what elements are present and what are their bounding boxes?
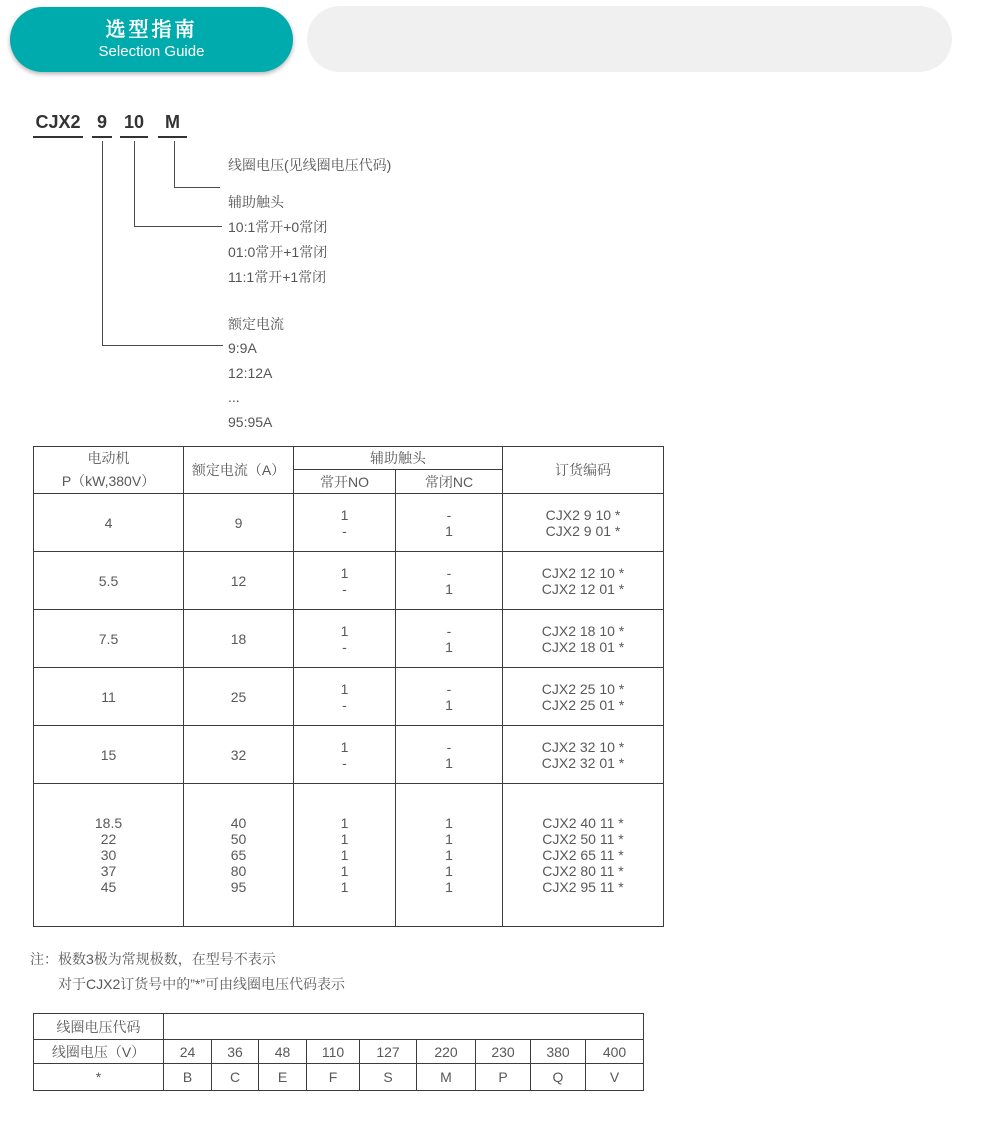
rated-current-cell: 9 — [184, 494, 294, 552]
no-value: 1 — [340, 506, 349, 523]
voltage-value: 24 — [164, 1040, 212, 1064]
rated-current-cell — [184, 784, 294, 927]
voltage-value: 48 — [259, 1040, 307, 1064]
no-value: 1 — [340, 815, 349, 831]
no-cell — [294, 784, 396, 927]
rated-current: 65 — [230, 847, 247, 863]
header-motor-line2: P（kW,380V） — [61, 473, 156, 489]
note-line-2: 对于CJX2订货号中的”*”可由线圈电压代码表示 — [58, 976, 346, 992]
nc-cell — [396, 668, 503, 726]
no-value: - — [342, 754, 347, 771]
nc-value: - — [446, 738, 452, 755]
aux-contact-title: 辅助触头 — [228, 194, 284, 210]
no-value: - — [342, 522, 347, 539]
table-row-group-25a — [34, 668, 664, 726]
model-code-part-cjx2: CJX2 — [33, 112, 83, 138]
current-option-12: 12:12A — [228, 365, 273, 381]
code-value: F — [307, 1064, 360, 1091]
nc-value: - — [446, 680, 452, 697]
no-cell — [294, 726, 396, 784]
order-code-cell — [503, 610, 664, 668]
rated-current-cell: 12 — [184, 552, 294, 610]
model-code-part-current: 9 — [92, 112, 112, 138]
table-row-group-18a — [34, 610, 664, 668]
order-code: CJX2 80 11 * — [542, 863, 624, 879]
nc-value: 1 — [445, 831, 453, 847]
no-value: 1 — [340, 680, 349, 697]
connector-line-current — [102, 141, 223, 346]
order-code-cell — [503, 784, 664, 927]
code-value: P — [476, 1064, 531, 1091]
rated-current: 40 — [230, 815, 247, 831]
header-order-code: 订货编码 — [503, 447, 664, 494]
nc-cell — [396, 494, 503, 552]
code-value: E — [259, 1064, 307, 1091]
no-cell — [294, 494, 396, 552]
code-value: Q — [531, 1064, 586, 1091]
no-value: 1 — [340, 847, 349, 863]
order-code: CJX2 50 11 * — [542, 831, 624, 847]
header-background-bar — [307, 6, 952, 72]
order-code: CJX2 32 01 * — [541, 754, 625, 771]
rated-current-cell: 25 — [184, 668, 294, 726]
code-value: B — [164, 1064, 212, 1091]
no-value: 1 — [340, 622, 349, 639]
code-value: S — [360, 1064, 417, 1091]
order-code: CJX2 9 01 * — [545, 522, 621, 539]
notes — [30, 947, 345, 997]
nc-value: - — [446, 564, 452, 581]
no-value: - — [342, 638, 347, 655]
order-code: CJX2 12 01 * — [541, 580, 625, 597]
header-rated-current: 额定电流（A） — [184, 447, 294, 494]
section-header-pill — [10, 7, 293, 72]
nc-cell — [396, 726, 503, 784]
header-motor — [34, 447, 184, 494]
table-row-group-12a — [34, 552, 664, 610]
order-code-cell — [503, 494, 664, 552]
table-row-group-40-95a — [34, 784, 664, 927]
coil-voltage-table — [33, 1013, 644, 1091]
voltage-table-title-spacer — [164, 1014, 644, 1040]
table-row-group-9a — [34, 494, 664, 552]
nc-cell — [396, 552, 503, 610]
order-code: CJX2 25 10 * — [541, 680, 625, 697]
no-value: - — [342, 580, 347, 597]
rated-current: 80 — [230, 863, 247, 879]
order-code: CJX2 40 11 * — [542, 815, 624, 831]
voltage-value: 127 — [360, 1040, 417, 1064]
no-value: - — [342, 696, 347, 713]
order-code: CJX2 12 10 * — [541, 564, 625, 581]
header-motor-line1: 电动机 — [87, 450, 130, 466]
voltage-value: 110 — [307, 1040, 360, 1064]
order-code-cell — [503, 552, 664, 610]
header-aux-contacts: 辅助触头 — [294, 447, 503, 470]
code-value: C — [212, 1064, 259, 1091]
motor-power: 18.5 — [94, 815, 123, 831]
nc-cell — [396, 610, 503, 668]
motor-power-cell: 4 — [34, 494, 184, 552]
header-no: 常开NO — [294, 470, 396, 494]
aux-option-10: 10:1常开+0常闭 — [228, 219, 328, 235]
nc-value: 1 — [445, 522, 453, 539]
no-value: 1 — [340, 863, 349, 879]
selection-table — [33, 446, 664, 927]
nc-value: 1 — [445, 696, 453, 713]
note-line-1: 注：极数3极为常规极数，在型号不表示 — [30, 951, 276, 967]
voltage-value: 36 — [212, 1040, 259, 1064]
model-code-part-aux: 10 — [120, 112, 148, 138]
nc-value: 1 — [445, 638, 453, 655]
no-cell — [294, 610, 396, 668]
no-value: 1 — [340, 564, 349, 581]
voltage-value: 380 — [531, 1040, 586, 1064]
aux-option-11: 11:1常开+1常闭 — [228, 269, 327, 285]
rated-current: 95 — [230, 879, 247, 895]
order-code: CJX2 25 01 * — [541, 696, 625, 713]
no-value: 1 — [340, 738, 349, 755]
motor-power: 45 — [100, 879, 117, 895]
motor-power: 22 — [100, 831, 117, 847]
coil-voltage-label: 线圈电压(见线圈电压代码) — [228, 157, 392, 173]
order-code-cell — [503, 668, 664, 726]
code-value: M — [417, 1064, 476, 1091]
aux-option-01: 01:0常开+1常闭 — [228, 244, 328, 260]
voltage-value: 400 — [586, 1040, 644, 1064]
motor-power-cell: 15 — [34, 726, 184, 784]
code-row-label: * — [34, 1064, 164, 1091]
code-value: V — [586, 1064, 644, 1091]
model-code-part-voltage: M — [158, 112, 187, 138]
nc-value: 1 — [445, 879, 453, 895]
order-code: CJX2 65 11 * — [542, 847, 624, 863]
nc-value: 1 — [445, 815, 453, 831]
motor-power-cell: 11 — [34, 668, 184, 726]
nc-value: - — [446, 622, 452, 639]
no-cell — [294, 552, 396, 610]
order-code: CJX2 18 01 * — [541, 638, 625, 655]
section-title-en: Selection Guide — [98, 43, 205, 60]
voltage-value: 230 — [476, 1040, 531, 1064]
nc-value: 1 — [445, 580, 453, 597]
voltage-row-label: 线圈电压（V） — [34, 1040, 164, 1064]
no-value: 1 — [340, 879, 349, 895]
order-code: CJX2 18 10 * — [541, 622, 625, 639]
nc-value: 1 — [445, 754, 453, 771]
header-nc: 常闭NC — [396, 470, 503, 494]
motor-power-cell — [34, 784, 184, 927]
order-code: CJX2 32 10 * — [541, 738, 625, 755]
rated-current-title: 额定电流 — [228, 316, 284, 332]
nc-value: 1 — [445, 863, 453, 879]
current-option-9: 9:9A — [228, 340, 257, 356]
table-row-group-32a — [34, 726, 664, 784]
motor-power-cell: 5.5 — [34, 552, 184, 610]
nc-value: 1 — [445, 847, 453, 863]
nc-cell — [396, 784, 503, 927]
voltage-table-title: 线圈电压代码 — [34, 1014, 164, 1040]
motor-power: 37 — [100, 863, 117, 879]
order-code: CJX2 95 11 * — [542, 879, 624, 895]
no-value: 1 — [340, 831, 349, 847]
voltage-value: 220 — [417, 1040, 476, 1064]
current-option-ellipsis: ... — [228, 389, 240, 405]
rated-current: 50 — [230, 831, 247, 847]
order-code-cell — [503, 726, 664, 784]
current-option-95: 95:95A — [228, 414, 273, 430]
rated-current-cell: 32 — [184, 726, 294, 784]
order-code: CJX2 9 10 * — [545, 506, 621, 523]
rated-current-cell: 18 — [184, 610, 294, 668]
motor-power-cell: 7.5 — [34, 610, 184, 668]
motor-power: 30 — [100, 847, 117, 863]
section-title-cn: 选型指南 — [105, 19, 198, 41]
no-cell — [294, 668, 396, 726]
nc-value: - — [446, 506, 452, 523]
